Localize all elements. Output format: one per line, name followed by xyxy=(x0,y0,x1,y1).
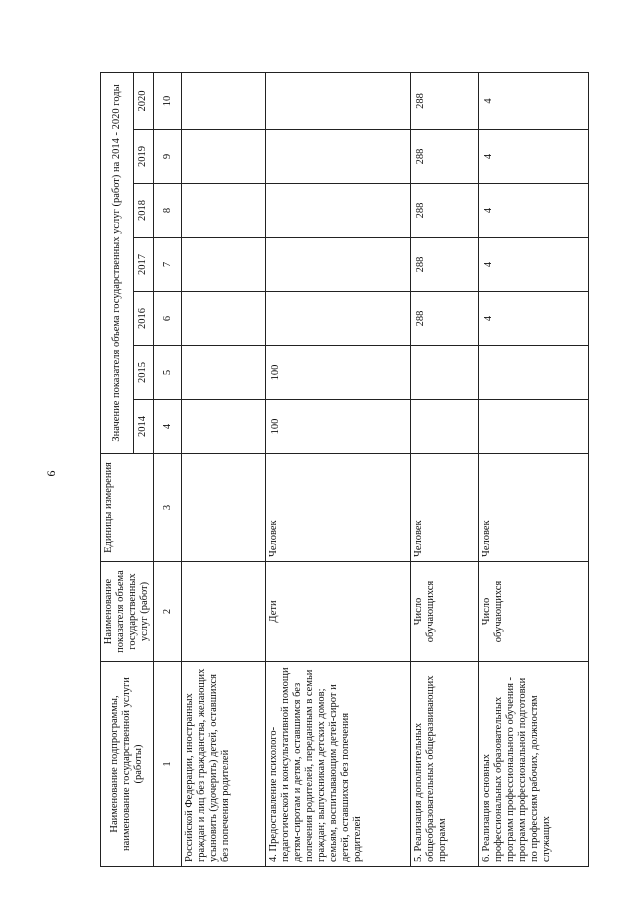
header-unit: Единицы измерения xyxy=(101,454,154,562)
service-name: 6. Реализация основных профессиональных образовательных программ профессионального обучения - программ профессиональной подготовки по профессиям рабочих, должностям служащих xyxy=(479,662,589,867)
col-number: 3 xyxy=(154,454,182,562)
value-cell: 288 xyxy=(411,184,479,238)
header-year: 2020 xyxy=(133,72,153,129)
header-year: 2018 xyxy=(133,184,153,238)
value-cell: 288 xyxy=(411,72,479,129)
table-row xyxy=(266,72,411,866)
value-cell xyxy=(479,400,589,454)
col-number: 2 xyxy=(154,562,182,662)
header-year: 2014 xyxy=(133,400,153,454)
value-cell: 288 xyxy=(411,292,479,346)
indicator: Число обучающихся xyxy=(411,562,479,662)
value-cell xyxy=(411,346,479,400)
header-year: 2016 xyxy=(133,292,153,346)
service-name: 5. Реализация дополнительных общеобразовательных общеразвивающих программ xyxy=(411,662,479,867)
header-name: Наименование подпрограммы, наименование государственной услуги (работы) xyxy=(101,662,154,867)
indicator xyxy=(182,562,266,662)
value-cell xyxy=(182,72,266,129)
value-cell xyxy=(182,346,266,400)
rotated-table-container xyxy=(100,73,552,867)
value-cell: 4 xyxy=(479,184,589,238)
value-cell: 4 xyxy=(479,292,589,346)
value-cell xyxy=(479,346,589,400)
value-cell: 100 xyxy=(266,400,411,454)
value-cell xyxy=(266,238,411,292)
col-number: 5 xyxy=(154,346,182,400)
col-number: 4 xyxy=(154,400,182,454)
services-volume-table xyxy=(100,72,589,867)
value-cell xyxy=(411,400,479,454)
unit: Человек xyxy=(411,454,479,562)
indicator: Число обучающихся xyxy=(479,562,589,662)
service-name: Российской Федерации, иностранных граждан и лиц без гражданства, желающих усыновить (удочерить) детей, оставшихся без попечения родителей xyxy=(182,662,266,867)
value-cell: 4 xyxy=(479,72,589,129)
value-cell: 4 xyxy=(479,130,589,184)
value-cell xyxy=(266,72,411,129)
unit xyxy=(182,454,266,562)
value-cell xyxy=(182,238,266,292)
header-year: 2017 xyxy=(133,238,153,292)
value-cell: 288 xyxy=(411,238,479,292)
value-cell xyxy=(266,184,411,238)
unit: Человек xyxy=(479,454,589,562)
col-number: 10 xyxy=(154,72,182,129)
col-number: 9 xyxy=(154,130,182,184)
table-row xyxy=(479,72,589,866)
value-cell xyxy=(182,400,266,454)
value-cell xyxy=(182,184,266,238)
col-number: 7 xyxy=(154,238,182,292)
header-year: 2019 xyxy=(133,130,153,184)
indicator: Дети xyxy=(266,562,411,662)
col-number: 8 xyxy=(154,184,182,238)
header-indicator: Наименование показателя объема государственных услуг (работ) xyxy=(101,562,154,662)
value-cell xyxy=(266,292,411,346)
page-number: 9 xyxy=(44,470,59,477)
header-year: 2015 xyxy=(133,346,153,400)
header-values: Значение показателя объема государственных услуг (работ) на 2014 - 2020 годы xyxy=(101,72,134,453)
value-cell: 100 xyxy=(266,346,411,400)
table-row xyxy=(411,72,479,866)
value-cell: 288 xyxy=(411,130,479,184)
value-cell xyxy=(266,130,411,184)
value-cell xyxy=(182,130,266,184)
col-number: 6 xyxy=(154,292,182,346)
value-cell xyxy=(182,292,266,346)
col-number: 1 xyxy=(154,662,182,867)
unit: Человек xyxy=(266,454,411,562)
value-cell: 4 xyxy=(479,238,589,292)
service-name: 4. Предоставление психолого-педагогической и консультативной помощи детям-сиротам и детям, оставшимся без попечения родителей, переданным в семьи граждан; выпускникам детских домов; семьям, воспитывающим детей-сирот и детей, оставшихся без попечения родителей xyxy=(266,662,411,867)
table-row xyxy=(182,72,266,866)
